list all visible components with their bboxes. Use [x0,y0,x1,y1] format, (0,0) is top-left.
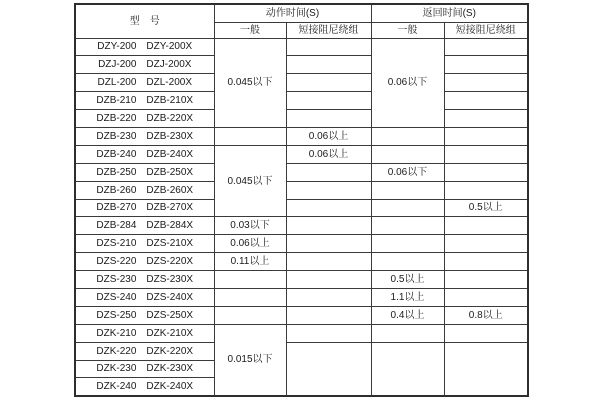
table-row [75,324,528,342]
action-damping-cell [286,163,371,181]
model-cell: DZS-210 DZS-210X [75,235,214,253]
table-row [75,56,528,74]
return-damping-cell [444,235,528,253]
table-row [75,306,528,324]
return-damping-cell [444,38,528,56]
action-damping-cell [286,56,371,74]
action-damping-cell [286,235,371,253]
header-model: 型 号 [75,4,214,38]
return-damping-cell [444,163,528,181]
action-damping-cell: 0.06以上 [286,127,371,145]
return-general-cell: 0.06以下 [371,38,444,127]
action-damping-cell [286,306,371,324]
model-cell: DZB-240 DZB-240X [75,145,214,163]
action-damping-cell [286,342,371,396]
model-cell: DZS-250 DZS-250X [75,306,214,324]
table-row [75,110,528,128]
table-row [75,199,528,217]
table-row [75,38,528,56]
table-row [75,92,528,110]
return-general-cell [371,253,444,271]
return-general-cell [371,217,444,235]
header-action-time: 动作时间(S) [214,4,371,22]
model-cell: DZB-284 DZB-284X [75,217,214,235]
return-damping-cell: 0.5以上 [444,199,528,217]
return-general-cell [371,199,444,217]
action-damping-cell [286,253,371,271]
header-action-damping: 短接阻尼绕组 [286,22,371,38]
model-cell: DZJ-200 DZJ-200X [75,56,214,74]
return-general-cell: 1.1以上 [371,288,444,306]
model-cell: DZB-210 DZB-210X [75,92,214,110]
action-damping-cell [286,217,371,235]
header-return-damping: 短接阻尼绕组 [444,22,528,38]
action-general-cell [214,127,286,145]
model-cell: DZK-220 DZK-220X [75,342,214,360]
return-general-cell: 0.4以上 [371,306,444,324]
return-damping-cell: 0.8以上 [444,306,528,324]
model-cell: DZB-270 DZB-270X [75,199,214,217]
return-damping-cell [444,92,528,110]
action-general-cell: 0.03以下 [214,217,286,235]
return-damping-cell [444,74,528,92]
action-damping-cell [286,92,371,110]
model-cell: DZS-230 DZS-230X [75,271,214,289]
table-row [75,342,528,360]
model-cell: DZB-250 DZB-250X [75,163,214,181]
table-row [75,288,528,306]
action-damping-cell: 0.06以上 [286,145,371,163]
table-row [75,181,528,199]
action-general-cell: 0.045以下 [214,145,286,217]
return-damping-cell [444,342,528,396]
return-damping-cell [444,324,528,342]
return-general-cell [371,342,444,396]
action-damping-cell [286,199,371,217]
model-cell: DZL-200 DZL-200X [75,74,214,92]
return-damping-cell [444,110,528,128]
model-cell: DZB-260 DZB-260X [75,181,214,199]
return-general-cell [371,235,444,253]
return-general-cell [371,324,444,342]
header-return-general: 一般 [371,22,444,38]
model-cell: DZK-210 DZK-210X [75,324,214,342]
spec-table-wrapper [74,3,529,397]
model-cell: DZY-200 DZY-200X [75,38,214,56]
header-action-general: 一般 [214,22,286,38]
return-damping-cell [444,145,528,163]
return-general-cell: 0.06以下 [371,163,444,181]
table-row [75,253,528,271]
action-damping-cell [286,181,371,199]
return-damping-cell [444,56,528,74]
action-general-cell [214,271,286,289]
return-general-cell: 0.5以上 [371,271,444,289]
action-damping-cell [286,271,371,289]
return-damping-cell [444,181,528,199]
model-cell: DZS-220 DZS-220X [75,253,214,271]
table-row [75,235,528,253]
return-damping-cell [444,288,528,306]
action-general-cell: 0.06以上 [214,235,286,253]
return-damping-cell [444,127,528,145]
action-damping-cell [286,110,371,128]
table-row [75,217,528,235]
header-return-time: 返回时间(S) [371,4,528,22]
action-damping-cell [286,324,371,342]
table-row [75,163,528,181]
return-general-cell [371,181,444,199]
table-row [75,145,528,163]
action-damping-cell [286,288,371,306]
table-row [75,127,528,145]
table-row [75,74,528,92]
action-general-cell [214,288,286,306]
action-general-cell: 0.11以上 [214,253,286,271]
return-damping-cell [444,271,528,289]
action-general-cell: 0.015以下 [214,324,286,396]
return-damping-cell [444,253,528,271]
action-damping-cell [286,38,371,56]
action-general-cell: 0.045以下 [214,38,286,127]
spec-table [74,3,529,397]
model-cell: DZB-220 DZB-220X [75,110,214,128]
return-general-cell [371,145,444,163]
action-damping-cell [286,74,371,92]
return-general-cell [371,127,444,145]
action-general-cell [214,306,286,324]
model-cell: DZS-240 DZS-240X [75,288,214,306]
model-cell: DZK-240 DZK-240X [75,378,214,396]
model-cell: DZK-230 DZK-230X [75,360,214,378]
return-damping-cell [444,217,528,235]
table-row [75,271,528,289]
model-cell: DZB-230 DZB-230X [75,127,214,145]
